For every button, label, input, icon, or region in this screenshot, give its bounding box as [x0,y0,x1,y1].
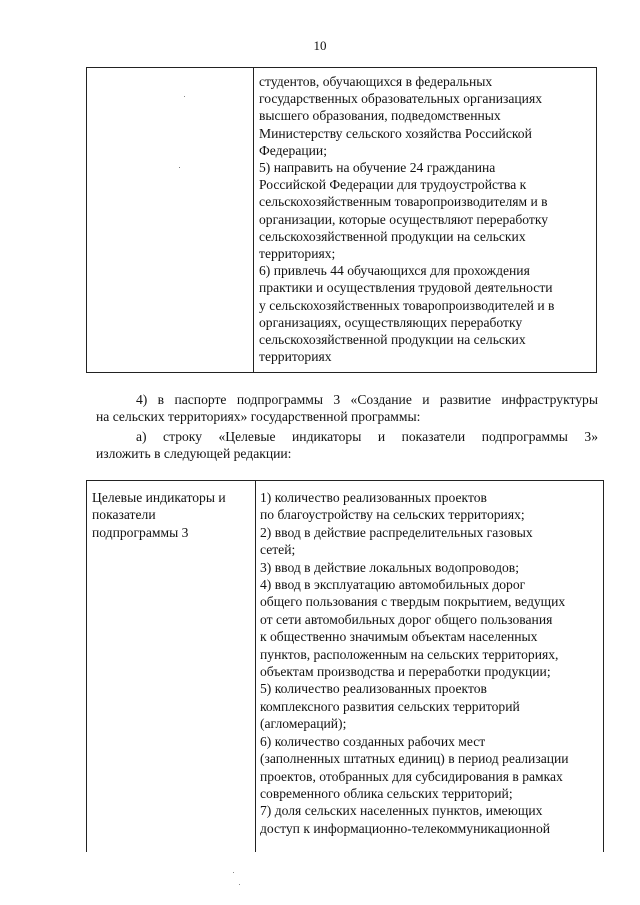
paragraph-line: а) строку «Целевые индикаторы и показатели подпрограммы 3» [136,429,598,444]
scan-speck [233,872,234,873]
table-line: проектов, отобранных для субсидирования в рамках [260,768,563,784]
table-line: (агломераций); [260,716,347,732]
paragraph-line: изложить в следующей редакции: [96,446,292,462]
table-line: территориях [259,349,332,365]
column-divider [255,481,256,852]
table-line: у сельскохозяйственных товаропроизводителей и в [259,297,555,313]
table-line: сельскохозяйственным товаропроизводителям и в [259,194,548,210]
scan-speck [239,884,240,885]
table-line: территориях; [259,246,336,262]
table-line: комплексного развития сельских территорий [260,698,520,714]
paragraph-line: на сельских территориях» государственной программы: [96,409,421,425]
table-line: показатели [92,507,156,523]
table-line: студентов, обучающихся в федеральных [259,74,493,89]
table-line: организациях, осуществляющих переработку [259,314,523,330]
paragraph-passport-subprogram [96,391,598,426]
table-line: Российской Федерации для трудоустройства к [259,177,527,193]
table-line: 6) привлечь 44 обучающихся для прохождения [259,263,530,279]
table-line: сельскохозяйственной продукции на сельских [259,332,526,348]
paragraph-row-instruction [96,428,598,463]
table-line: сетей; [260,542,296,558]
table-cell-left [92,489,252,541]
table-line: современного облика сельских территорий; [260,785,513,801]
table-cell-right [259,73,590,365]
table-cell-right [260,489,600,837]
table-line: объектам производства и переработки продукции; [260,664,551,680]
scan-speck [179,167,180,168]
table-line: 5) направить на обучение 24 гражданина [259,160,496,176]
continued-table [86,67,597,373]
table-line: доступ к информационно-телекоммуникационной [260,820,551,836]
table-line: подпрограммы 3 [92,524,189,540]
table-line: сельскохозяйственной продукции на сельских [259,228,526,244]
table-line: к общественно значимым объектам населенных [260,629,538,645]
table-line: (заполненных штатных единиц) в период реализации [260,751,569,767]
table-line: практики и осуществления трудовой деятельности [259,280,553,296]
table-line: Министерству сельского хозяйства Российской [259,125,532,141]
table-line: общего пользования с твердым покрытием, ведущих [260,594,566,610]
table-line: 3) ввод в действие локальных водопроводов; [260,559,519,575]
table-line: 6) количество созданных рабочих мест [260,733,486,749]
table-line: пунктов, расположенным на сельских территориях, [260,646,559,662]
table-line: организации, которые осуществляют переработку [259,211,549,227]
table-line: по благоустройству на сельских территориях; [260,507,525,523]
table-line: 5) количество реализованных проектов [260,681,487,697]
table-line: 4) ввод в эксплуатацию автомобильных дорог [260,577,526,593]
table-line: 7) доля сельских населенных пунктов, имеющих [260,803,543,819]
table-line: 2) ввод в действие распределительных газовых [260,524,533,540]
column-divider [253,68,254,372]
paragraph-line: 4) в паспорте подпрограммы 3 «Создание и развитие инфраструктуры [136,392,598,407]
table-line: от сети автомобильных дорог общего пользования [260,611,553,627]
indicators-table [86,480,604,852]
page-number: 10 [313,38,327,53]
table-line: высшего образования, подведомственных [259,108,501,124]
table-line: государственных образовательных организациях [259,91,543,107]
table-line: Федерации; [259,142,327,158]
table-line: 1) количество реализованных проектов [260,490,487,505]
scan-speck [184,96,185,97]
table-line: Целевые индикаторы и [92,490,226,505]
